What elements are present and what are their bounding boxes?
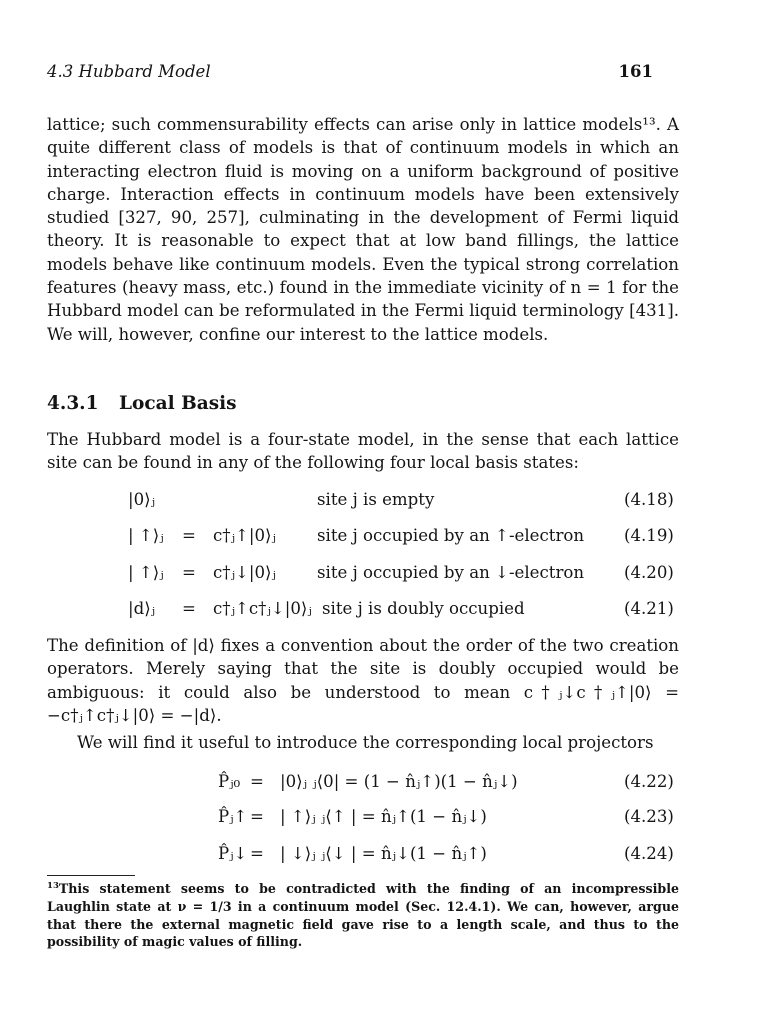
footnote-divider bbox=[47, 875, 135, 876]
equation-number: (4.18) bbox=[624, 490, 674, 509]
equation-lhs: P̂ⱼ↑ bbox=[218, 807, 248, 826]
basis-state-equation bbox=[0, 563, 768, 587]
running-title: 4.3 Hubbard Model bbox=[47, 62, 211, 81]
footnote-text: This statement seems to be contradicted with the finding of an incompressible Laughlin state at ν = 1/3 in a continuum model (Sec. 12.4.1). We can, however, argue that there the external magnetic field gave rise to a length scale, and thus to the possibility of magic values of filling. bbox=[47, 881, 679, 950]
equation-equals: = bbox=[250, 772, 264, 791]
projector-equation bbox=[0, 807, 768, 831]
equation-description: site j is doubly occupied bbox=[322, 599, 525, 618]
equation-equals: = bbox=[250, 807, 264, 826]
equation-number: (4.20) bbox=[624, 563, 674, 582]
equation-description: site j occupied by an ↑-electron bbox=[317, 526, 585, 545]
equation-number: (4.19) bbox=[624, 526, 674, 545]
equation-number: (4.21) bbox=[624, 599, 674, 618]
projectors-intro-paragraph: We will find it useful to introduce the corresponding local projectors bbox=[77, 733, 654, 752]
projector-equation bbox=[0, 844, 768, 868]
equation-rhs: c†ⱼ↑c†ⱼ↓|0⟩ⱼ bbox=[213, 599, 312, 618]
equation-lhs: P̂ⱼ₀ bbox=[218, 772, 241, 791]
equation-lhs: |0⟩ⱼ bbox=[128, 490, 156, 509]
footnote-marker: 13 bbox=[47, 880, 59, 891]
equation-lhs: | ↑⟩ⱼ bbox=[128, 563, 164, 582]
basis-state-equation bbox=[0, 526, 768, 550]
equation-lhs: | ↑⟩ⱼ bbox=[128, 526, 164, 545]
equation-lhs: |d⟩ⱼ bbox=[128, 599, 156, 618]
equation-rhs: | ↑⟩ⱼ ⱼ⟨↑ | = n̂ⱼ↑(1 − n̂ⱼ↓) bbox=[280, 807, 487, 826]
basis-state-equation bbox=[0, 490, 768, 514]
running-header bbox=[47, 62, 653, 81]
equation-equals: = bbox=[182, 526, 196, 545]
equation-number: (4.24) bbox=[624, 844, 674, 863]
equation-rhs: c†ⱼ↓|0⟩ⱼ bbox=[213, 563, 276, 582]
intro-paragraph: lattice; such commensurability effects can arise only in lattice models¹³. A quite different class of models is that of continuum models in which an interacting electron fluid is moving on a uniform background of positive charge. Interaction effects in continuum models have been extensively studied [327, 90, 257], culminating in the development of Fermi liquid theory. It is reasonable to expect that at low band fillings, the lattice models behave like continuum models. Even the typical strong correlation features (heavy mass, etc.) found in the immediate vicinity of n = 1 for the Hubbard model can be reformulated in the Fermi liquid terminology [431]. We will, however, confine our interest to the lattice models. bbox=[47, 115, 679, 344]
section-heading bbox=[47, 393, 237, 414]
convention-paragraph: The definition of |d⟩ fixes a convention about the order of the two creation operators. Merely saying that the site is doubly occupied would be ambiguous: it could also be understood to mean c†ⱼ↓c†ⱼ↑|0⟩ = −c†ⱼ↑c†ⱼ↓|0⟩ = −|d⟩. bbox=[47, 636, 679, 725]
equation-description: site j is empty bbox=[317, 490, 435, 509]
projector-equation bbox=[0, 772, 768, 796]
equation-description: site j occupied by an ↓-electron bbox=[317, 563, 585, 582]
equation-rhs: c†ⱼ↑|0⟩ⱼ bbox=[213, 526, 276, 545]
equation-equals: = bbox=[250, 844, 264, 863]
basis-intro-paragraph: The Hubbard model is a four-state model, in the sense that each lattice site can be found in any of the following four local basis states: bbox=[47, 430, 679, 473]
basis-state-equation bbox=[0, 599, 768, 623]
equation-number: (4.22) bbox=[624, 772, 674, 791]
equation-rhs: |0⟩ⱼ ⱼ⟨0| = (1 − n̂ⱼ↑)(1 − n̂ⱼ↓) bbox=[280, 772, 518, 791]
equation-equals: = bbox=[182, 563, 196, 582]
section-title: Local Basis bbox=[119, 393, 237, 414]
equation-lhs: P̂ⱼ↓ bbox=[218, 844, 248, 863]
section-number: 4.3.1 bbox=[47, 393, 99, 414]
equation-rhs: | ↓⟩ⱼ ⱼ⟨↓ | = n̂ⱼ↓(1 − n̂ⱼ↑) bbox=[280, 844, 487, 863]
footnote bbox=[47, 880, 679, 951]
equation-equals: = bbox=[182, 599, 196, 618]
equation-number: (4.23) bbox=[624, 807, 674, 826]
page-number: 161 bbox=[618, 62, 653, 81]
